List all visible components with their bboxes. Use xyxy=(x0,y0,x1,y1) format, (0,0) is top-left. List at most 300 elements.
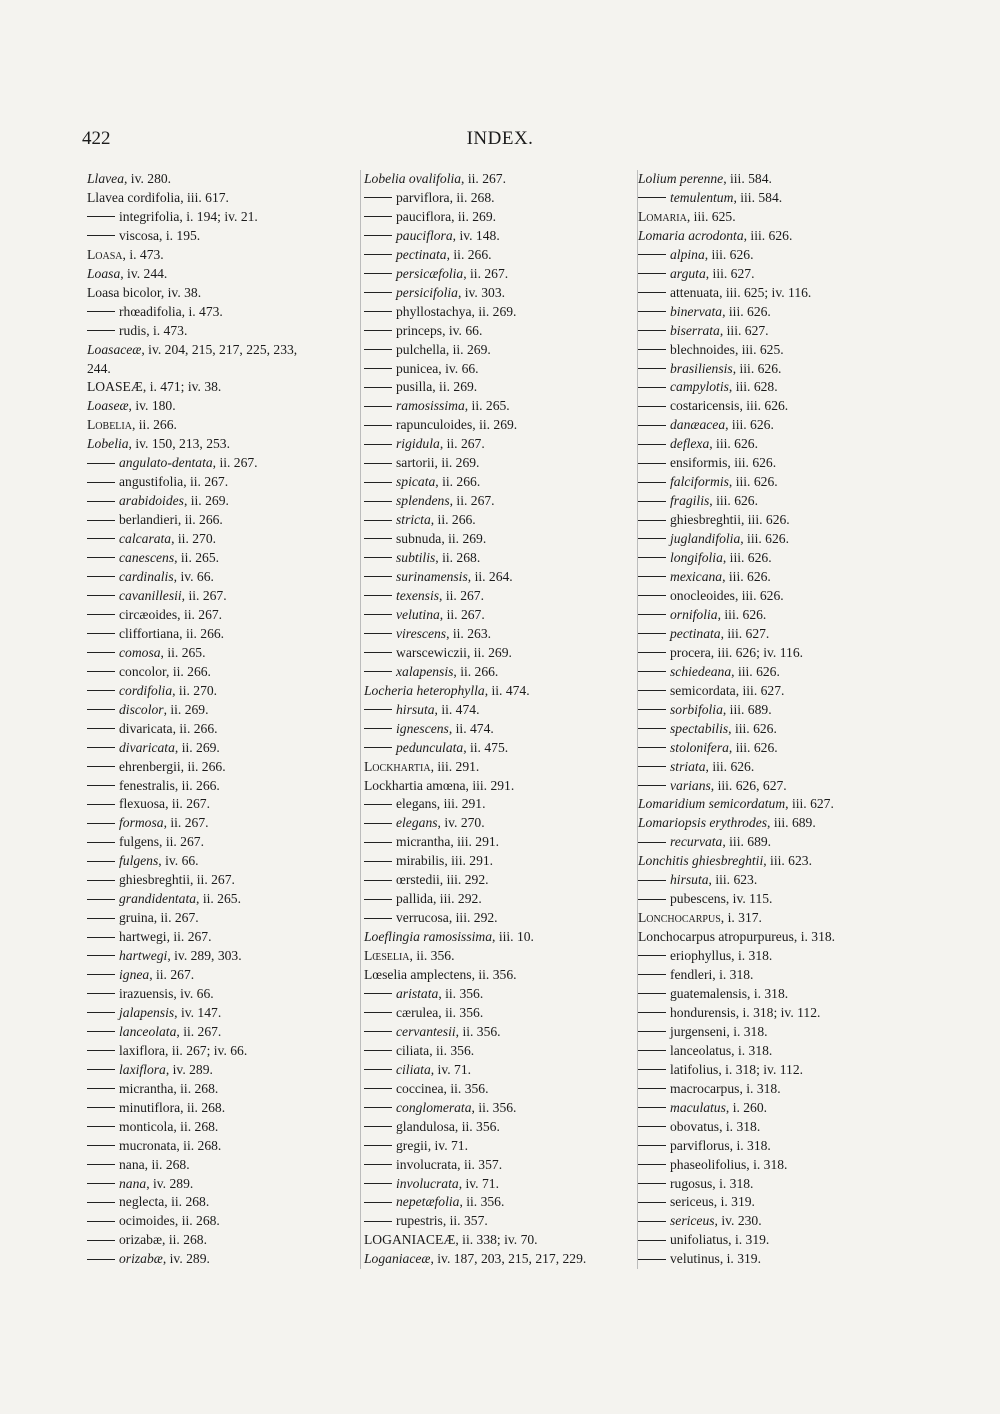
ditto-dash xyxy=(87,993,115,994)
entry-name: LOASEÆ xyxy=(87,379,143,395)
index-entry xyxy=(87,663,352,682)
index-entry xyxy=(87,909,352,928)
ditto-dash xyxy=(638,311,666,312)
ditto-dash xyxy=(364,349,392,350)
entry-name: ignea xyxy=(119,967,150,983)
entry-name: ramosissima xyxy=(396,398,465,414)
entry-name: Lœselia xyxy=(364,948,410,964)
entry-name: guatemalensis xyxy=(670,985,748,1001)
ditto-dash xyxy=(364,709,392,710)
entry-reference: , iii. 626. xyxy=(705,758,755,774)
index-entry xyxy=(87,890,352,909)
entry-reference: , i. 318. xyxy=(719,1118,761,1134)
ditto-dash xyxy=(364,501,392,502)
entry-reference: , ii. 356. xyxy=(438,985,484,1001)
entry-name: sorbifolia xyxy=(670,701,723,717)
ditto-dash xyxy=(638,1202,666,1203)
ditto-dash xyxy=(638,330,666,331)
entry-reference: , i. 317. xyxy=(720,910,762,926)
entry-name: juglandifolia xyxy=(670,531,741,547)
entry-name: circæoides xyxy=(119,606,178,622)
entry-name: nana xyxy=(119,1175,147,1191)
entry-name: Loganiaceæ xyxy=(364,1251,431,1267)
index-entry xyxy=(638,814,900,833)
index-entry xyxy=(638,397,900,416)
ditto-dash xyxy=(87,1031,115,1032)
index-entry xyxy=(364,265,622,284)
index-entry xyxy=(87,1080,352,1099)
entry-reference: , ii. 266. xyxy=(430,512,476,528)
entry-name: Lonchitis ghiesbreghtii xyxy=(638,853,764,869)
entry-name: Loasa bicolor xyxy=(87,284,161,300)
entry-reference: , iv. 71. xyxy=(458,1175,499,1191)
entry-reference: , ii. 267. xyxy=(212,455,258,471)
entry-name: micrantha xyxy=(396,834,451,850)
running-head: INDEX. xyxy=(466,128,534,149)
entry-name: monticola xyxy=(119,1118,174,1134)
entry-reference: , iii. 689. xyxy=(722,834,772,850)
index-entry xyxy=(87,1212,352,1231)
ditto-dash xyxy=(364,918,392,919)
index-entry xyxy=(364,1212,622,1231)
entry-name: parviflorus xyxy=(670,1137,730,1153)
ditto-dash xyxy=(638,1088,666,1089)
ditto-dash xyxy=(638,482,666,483)
ditto-dash xyxy=(638,444,666,445)
ditto-dash xyxy=(364,425,392,426)
ditto-dash xyxy=(87,1126,115,1127)
entry-name: Lobelia xyxy=(87,436,129,452)
index-entry xyxy=(364,511,622,530)
entry-name: cærulea xyxy=(396,1004,439,1020)
index-entry xyxy=(87,758,352,777)
entry-reference: , iii. 626. xyxy=(722,303,771,319)
entry-reference: , iv. 289. xyxy=(146,1175,194,1191)
index-entry xyxy=(638,1023,900,1042)
entry-name: subnuda xyxy=(396,531,442,547)
entry-reference: , iii. 689. xyxy=(722,701,772,717)
entry-reference: , iii. 626. xyxy=(727,455,777,471)
ditto-dash xyxy=(364,1164,392,1165)
entry-reference: , ii. 268. xyxy=(176,1137,222,1153)
ditto-dash xyxy=(364,1031,392,1032)
ditto-dash xyxy=(364,1069,392,1070)
entry-reference: , iii. 291. xyxy=(465,777,515,793)
ditto-dash xyxy=(364,368,392,369)
entry-reference: , ii. 268. xyxy=(435,550,481,566)
ditto-dash xyxy=(638,406,666,407)
index-entry xyxy=(638,966,900,985)
index-entry xyxy=(87,777,352,796)
entry-name: neglecta xyxy=(119,1194,165,1210)
ditto-dash xyxy=(638,1145,666,1146)
entry-reference: , iv. 289. xyxy=(162,1251,210,1267)
entry-name: ghiesbreghtii xyxy=(670,512,741,528)
ditto-dash xyxy=(364,1012,392,1013)
entry-reference: , iii. 626. xyxy=(732,360,782,376)
ditto-dash xyxy=(364,842,392,843)
entry-reference: , ii. 269. xyxy=(441,531,487,547)
index-entry xyxy=(87,871,352,890)
entry-reference: , ii. 268. xyxy=(164,1194,210,1210)
ditto-dash xyxy=(638,1031,666,1032)
index-entry xyxy=(638,720,900,739)
ditto-dash xyxy=(364,1050,392,1051)
entry-name: jalapensis xyxy=(119,1004,175,1020)
entry-reference: , ii. 474. xyxy=(484,682,530,698)
entry-name: comosa xyxy=(119,644,161,660)
entry-name: mexicana xyxy=(670,569,723,585)
entry-name: concolor xyxy=(119,663,167,679)
entry-reference: , ii. 267; iv. 66. xyxy=(165,1042,248,1058)
entry-name: campylotis xyxy=(670,379,729,395)
index-entry xyxy=(364,739,622,758)
ditto-dash xyxy=(87,766,115,767)
entry-name: Lobelia ovalifolia xyxy=(364,171,462,186)
ditto-dash xyxy=(364,557,392,558)
entry-reference: , iii. 626. xyxy=(709,436,758,452)
entry-reference: , iv. 204, 215, 217, 225, 233, xyxy=(141,341,298,357)
entry-reference: , ii. 269. xyxy=(466,644,512,660)
index-entry xyxy=(87,606,352,625)
entry-name: Lolium perenne xyxy=(638,171,724,186)
ditto-dash xyxy=(364,633,392,634)
ditto-dash xyxy=(638,1164,666,1165)
entry-reference: , iv. 150, 213, 253. xyxy=(128,436,230,452)
index-entry xyxy=(364,682,622,701)
index-entry xyxy=(87,1118,352,1137)
entry-name: Lockhartia xyxy=(364,758,431,774)
ditto-dash xyxy=(638,1069,666,1070)
entry-reference: , iv. 148. xyxy=(452,227,500,243)
entry-name: involucrata xyxy=(396,1156,458,1172)
index-entry xyxy=(364,1023,622,1042)
entry-reference: , ii. 356. xyxy=(443,1080,489,1096)
index-entry xyxy=(638,189,900,208)
entry-name: rupestris xyxy=(396,1213,443,1229)
entry-reference: , iii. 291. xyxy=(430,758,480,774)
index-entry xyxy=(638,170,900,189)
ditto-dash xyxy=(638,292,666,293)
entry-reference: , ii. 266. xyxy=(179,625,225,641)
entry-reference: , iv. 230. xyxy=(714,1213,762,1229)
index-entry xyxy=(364,587,622,606)
ditto-dash xyxy=(87,955,115,956)
ditto-dash xyxy=(364,463,392,464)
entry-name: velutina xyxy=(396,606,440,622)
entry-name: fragilis xyxy=(670,493,710,509)
entry-reference: , iii. 584. xyxy=(733,189,783,205)
ditto-dash xyxy=(638,1259,666,1260)
entry-name: ensiformis xyxy=(670,455,728,471)
entry-name: involucrata xyxy=(396,1175,459,1191)
index-entry xyxy=(87,720,352,739)
index-entry xyxy=(87,530,352,549)
index-entry xyxy=(87,303,352,322)
ditto-dash xyxy=(87,1012,115,1013)
ditto-dash xyxy=(87,974,115,975)
ditto-dash xyxy=(364,444,392,445)
entry-name: gregii xyxy=(396,1137,428,1153)
ditto-dash xyxy=(638,974,666,975)
ditto-dash xyxy=(638,880,666,881)
ditto-dash xyxy=(638,425,666,426)
entry-name: phaseolifolius xyxy=(670,1156,747,1172)
ditto-dash xyxy=(638,690,666,691)
entry-reference: , iii. 626, 627. xyxy=(710,777,787,793)
entry-name: lanceolata xyxy=(119,1023,177,1039)
entry-name: orizabæ xyxy=(119,1251,163,1267)
entry-reference: , iii. 626. xyxy=(740,512,790,528)
index-entry xyxy=(638,303,900,322)
ditto-dash xyxy=(364,823,392,824)
entry-reference: , ii. 268. xyxy=(449,189,495,205)
index-entry xyxy=(638,985,900,1004)
ditto-dash xyxy=(364,387,392,388)
entry-name: deflexa xyxy=(670,436,710,452)
entry-name: angulato-dentata xyxy=(119,455,213,471)
entry-name: semicordata xyxy=(670,682,736,698)
entry-reference: , iv. 244. xyxy=(120,265,168,281)
index-entry xyxy=(364,1175,622,1194)
entry-name: mucronata xyxy=(119,1137,177,1153)
entry-name: cordifolia xyxy=(119,682,173,698)
ditto-dash xyxy=(364,292,392,293)
index-entry xyxy=(638,663,900,682)
entry-reference: , iv. 66. xyxy=(173,985,214,1001)
entry-reference: , i. 318. xyxy=(712,967,754,983)
index-entry xyxy=(638,265,900,284)
entry-name: nepetæfolia xyxy=(396,1194,460,1210)
entry-reference: , iii. 626. xyxy=(728,739,778,755)
ditto-dash xyxy=(364,671,392,672)
ditto-dash xyxy=(638,1012,666,1013)
ditto-dash xyxy=(87,1069,115,1070)
ditto-dash xyxy=(87,463,115,464)
index-entry xyxy=(638,587,900,606)
index-entry xyxy=(364,341,622,360)
entry-name: jurgenseni xyxy=(670,1023,727,1039)
ditto-dash xyxy=(638,576,666,577)
entry-name: integrifolia xyxy=(119,208,180,224)
entry-reference: , iii. 626. xyxy=(739,398,789,414)
index-entry xyxy=(364,397,622,416)
index-entry xyxy=(364,208,622,227)
ditto-dash xyxy=(87,482,115,483)
entry-name: cliffortiana xyxy=(119,625,180,641)
index-entry xyxy=(364,871,622,890)
index-entry xyxy=(87,416,352,435)
index-entry xyxy=(87,492,352,511)
entry-reference: , ii. 357. xyxy=(457,1156,503,1172)
entry-reference: , ii. 267. xyxy=(189,872,235,888)
entry-name: rhœadifolia xyxy=(119,303,182,319)
index-entry xyxy=(364,454,622,473)
index-entry xyxy=(87,966,352,985)
entry-reference: , ii. 267. xyxy=(181,587,227,603)
index-entry xyxy=(87,341,352,360)
index-entry xyxy=(638,246,900,265)
entry-name: persicifolia xyxy=(396,284,458,300)
ditto-dash xyxy=(87,899,115,900)
entry-name: schiedeana xyxy=(670,663,732,679)
index-entry xyxy=(638,1137,900,1156)
entry-name: pauciflora xyxy=(396,227,453,243)
index-entry xyxy=(638,644,900,663)
entry-name: sericeus xyxy=(670,1213,715,1229)
entry-reference: , ii. 269. xyxy=(472,417,518,433)
entry-name: obovatus xyxy=(670,1118,720,1134)
ditto-dash xyxy=(638,728,666,729)
entry-reference: , ii. 357. xyxy=(442,1213,488,1229)
entry-name: viscosa xyxy=(119,227,160,243)
entry-reference: , iii. 625. xyxy=(734,341,784,357)
index-entry xyxy=(364,1137,622,1156)
entry-name: parviflora xyxy=(396,189,450,205)
entry-name: mirabilis xyxy=(396,853,445,869)
entry-name: arguta xyxy=(670,265,706,281)
entry-reference: , i. 471; iv. 38. xyxy=(142,379,222,395)
entry-reference: , iii. 292. xyxy=(433,891,482,907)
index-entry xyxy=(87,473,352,492)
index-entry xyxy=(87,644,352,663)
ditto-dash xyxy=(638,520,666,521)
entry-reference: , ii. 263. xyxy=(446,625,492,641)
index-entry xyxy=(638,378,900,397)
entry-name: eriophyllus xyxy=(670,948,732,964)
entry-name: Lœselia amplectens xyxy=(364,967,472,983)
entry-name: elegans xyxy=(396,815,438,831)
entry-name: princeps xyxy=(396,322,443,338)
entry-name: angustifolia xyxy=(119,474,184,490)
ditto-dash xyxy=(364,273,392,274)
index-entry xyxy=(87,511,352,530)
entry-name: hartwegi xyxy=(119,948,168,964)
ditto-dash xyxy=(87,1259,115,1260)
index-entry xyxy=(364,777,622,796)
index-entry xyxy=(638,1175,900,1194)
ditto-dash xyxy=(87,804,115,805)
entry-name: costaricensis xyxy=(670,398,740,414)
entry-reference: , ii. 266. xyxy=(174,777,220,793)
index-entry xyxy=(87,227,352,246)
ditto-dash xyxy=(87,576,115,577)
index-entry xyxy=(364,890,622,909)
entry-reference: , i. 318. xyxy=(746,1156,788,1172)
ditto-dash xyxy=(638,993,666,994)
entry-reference: , ii. 267. xyxy=(461,171,506,186)
entry-reference: , iii. 584. xyxy=(723,171,772,186)
entry-reference: , ii. 269. xyxy=(451,208,497,224)
entry-name: verrucosa xyxy=(396,910,449,926)
entry-reference: , iii. 292. xyxy=(448,910,498,926)
entry-name: ignescens xyxy=(396,720,449,736)
index-entry xyxy=(638,1080,900,1099)
entry-reference: , ii. 267. xyxy=(449,493,495,509)
entry-reference: , iii. 292. xyxy=(439,872,489,888)
entry-reference: , iv. 180. xyxy=(128,398,176,414)
index-entry xyxy=(364,1118,622,1137)
entry-reference: , ii. 356. xyxy=(409,948,455,964)
index-entry xyxy=(638,1042,900,1061)
entry-reference: , ii. 356. xyxy=(454,1118,500,1134)
ditto-dash xyxy=(87,785,115,786)
index-entry xyxy=(364,530,622,549)
entry-reference: , ii. 268. xyxy=(173,1118,219,1134)
index-entry xyxy=(364,435,622,454)
entry-name: ciliata xyxy=(396,1042,430,1058)
index-entry xyxy=(364,227,622,246)
ditto-dash xyxy=(364,520,392,521)
ditto-dash xyxy=(364,1107,392,1108)
entry-reference: , iii. 627. xyxy=(719,322,769,338)
entry-name: stolonifera xyxy=(670,739,729,755)
entry-name: lanceolatus xyxy=(670,1042,732,1058)
ditto-dash xyxy=(638,538,666,539)
entry-reference: , ii. 267. xyxy=(439,587,484,603)
ditto-dash xyxy=(638,1050,666,1051)
entry-name: ehrenbergii xyxy=(119,758,181,774)
entry-name: fendleri xyxy=(670,967,713,983)
entry-name: conglomerata xyxy=(396,1099,472,1115)
entry-reference: , i. 318. xyxy=(731,948,773,964)
index-entry xyxy=(87,833,352,852)
entry-reference: , ii. 267. xyxy=(439,606,485,622)
index-entry xyxy=(364,1156,622,1175)
index-entry xyxy=(638,492,900,511)
index-entry xyxy=(638,1099,900,1118)
entry-reference: , ii. 268. xyxy=(174,1213,220,1229)
ditto-dash xyxy=(638,1240,666,1241)
ditto-dash xyxy=(364,747,392,748)
ditto-dash xyxy=(638,463,666,464)
entry-name: cavanillesii xyxy=(119,587,182,603)
entry-name: berlandieri xyxy=(119,512,178,528)
index-entry xyxy=(87,739,352,758)
entry-name: phyllostachya xyxy=(396,303,472,319)
entry-name: pubescens xyxy=(670,891,726,907)
entry-name: coccinea xyxy=(396,1080,444,1096)
ditto-dash xyxy=(364,728,392,729)
index-entry xyxy=(364,1193,622,1212)
entry-name: micrantha xyxy=(119,1080,174,1096)
ditto-dash xyxy=(364,235,392,236)
ditto-dash xyxy=(364,652,392,653)
ditto-dash xyxy=(638,1126,666,1127)
entry-reference: , iv. 66. xyxy=(442,322,483,338)
entry-reference: , iii. 626. xyxy=(725,417,774,433)
ditto-dash xyxy=(638,254,666,255)
index-entry xyxy=(638,928,900,947)
index-entry xyxy=(364,947,622,966)
entry-name: fulgens xyxy=(119,834,160,850)
entry-name: danæacea xyxy=(670,417,726,433)
ditto-dash xyxy=(364,576,392,577)
index-entry xyxy=(364,720,622,739)
index-entry xyxy=(638,890,900,909)
ditto-dash xyxy=(364,595,392,596)
entry-reference: , iii. 623. xyxy=(763,853,812,869)
ditto-dash xyxy=(87,690,115,691)
entry-reference: , iii. 627. xyxy=(705,265,755,281)
index-entry xyxy=(364,606,622,625)
entry-reference: , ii. 269. xyxy=(445,341,491,357)
entry-reference: , iv. 115. xyxy=(725,891,773,907)
entry-reference: , ii. 267. xyxy=(439,436,485,452)
ditto-dash xyxy=(364,406,392,407)
entry-name: rugosus xyxy=(670,1175,713,1191)
ditto-dash xyxy=(638,273,666,274)
